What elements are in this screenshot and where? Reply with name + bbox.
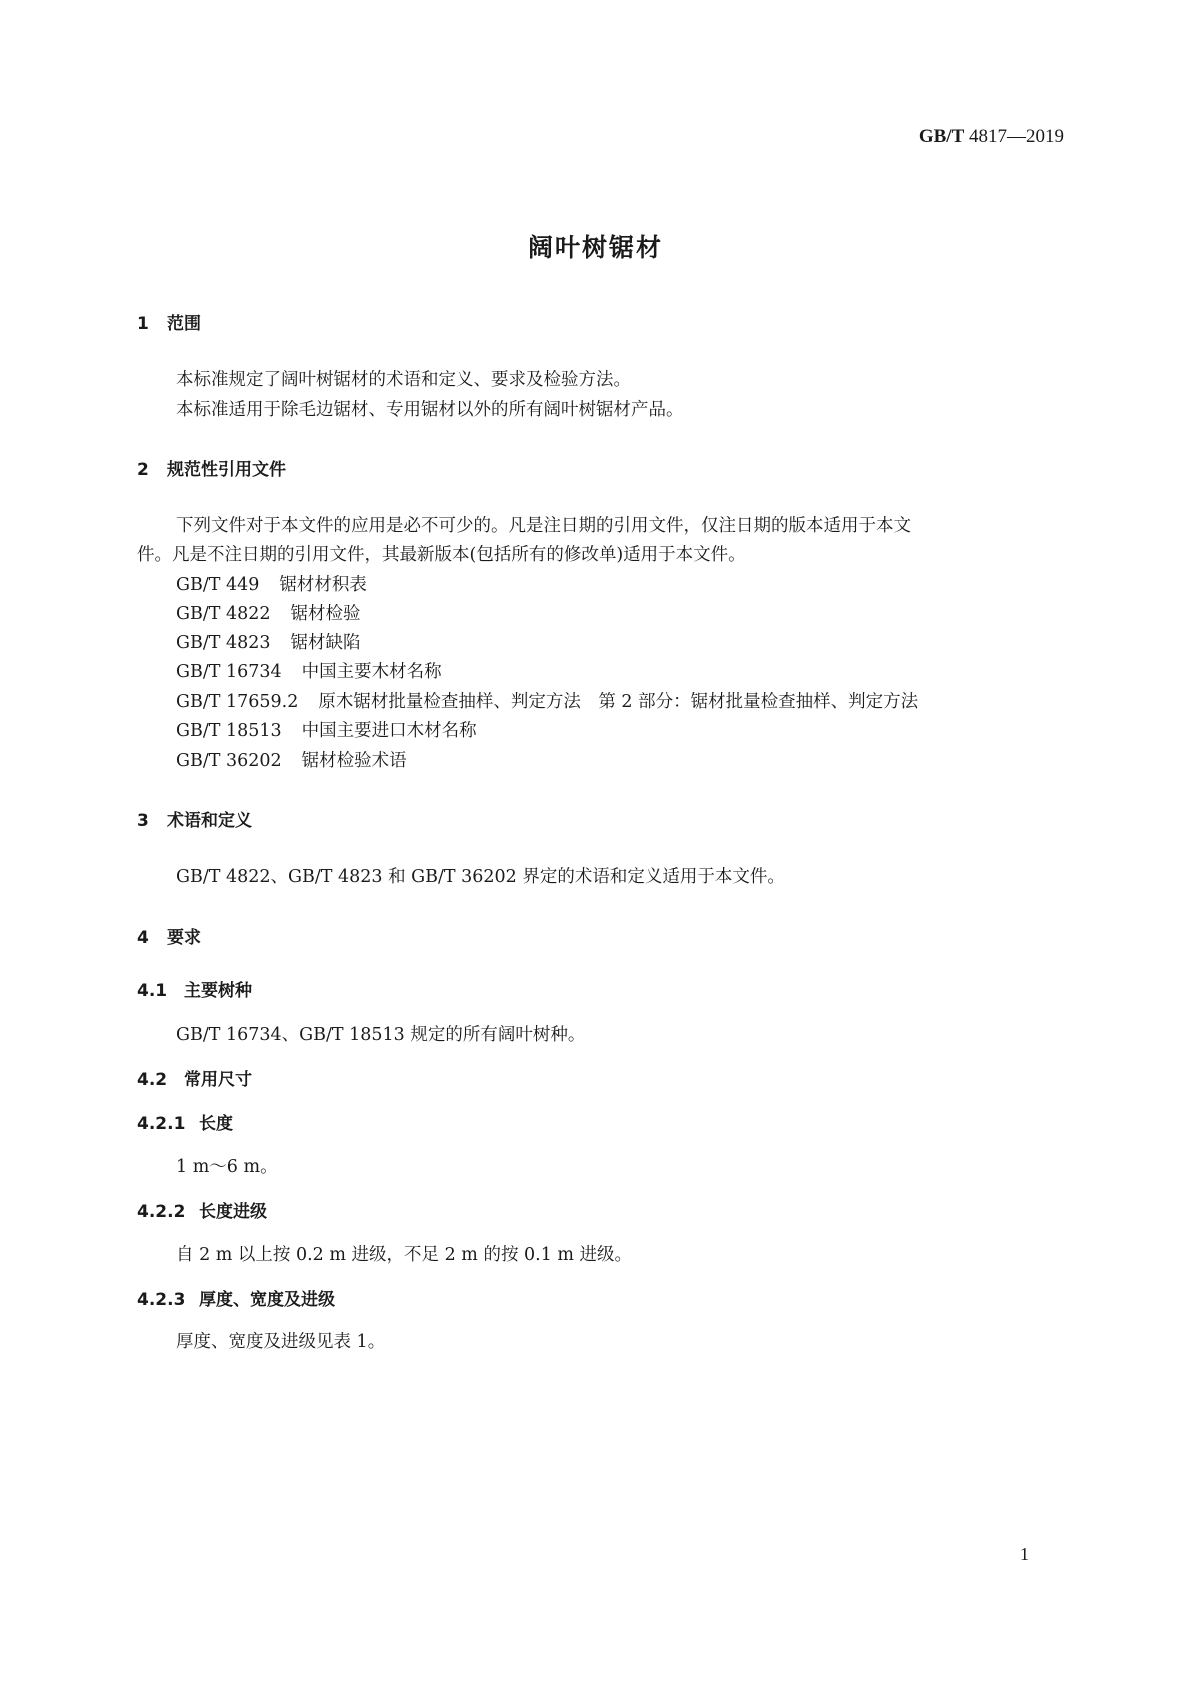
standard-code [919,126,1064,148]
section-title: 长度进级 [199,1202,267,1222]
section-number: 2 [137,460,149,480]
reference-code: GB/T 18513 [176,721,282,741]
reference-code: GB/T 4822 [176,604,271,624]
section-number: 3 [137,811,149,831]
reference-code: GB/T 36202 [176,751,282,771]
paragraph: 本标准规定了阔叶树锯材的术语和定义、要求及检验方法。 [176,370,631,390]
paragraph: 件。凡是不注日期的引用文件，其最新版本(包括所有的修改单)适用于本文件。 [137,545,746,565]
reference-code: GB/T 4823 [176,633,271,653]
reference-item [176,600,361,625]
section-number: 4.2.1 [137,1114,186,1134]
reference-code: GB/T 449 [176,575,260,595]
section-number: 4.2.2 [137,1202,186,1222]
reference-name: 锯材缺陷 [290,633,361,653]
section-3-heading [137,806,252,831]
section-2-heading [137,455,286,480]
document-title: 阔叶树锯材 [527,233,663,262]
reference-item [176,747,407,772]
section-4-2-3-heading [137,1285,335,1310]
section-4-1-heading [137,976,252,1001]
section-4-2-heading [137,1065,252,1090]
paragraph: 本标准适用于除毛边锯材、专用锯材以外的所有阔叶树锯材产品。 [176,400,684,420]
standard-number: 4817—2019 [969,126,1064,147]
section-4-2-2-heading [137,1197,267,1222]
paragraph: 厚度、宽度及进级见表 1。 [176,1332,386,1352]
reference-item [176,658,442,683]
section-1-heading [137,309,201,334]
section-number: 1 [137,314,149,334]
section-title: 要求 [167,928,201,948]
section-number: 4 [137,928,149,948]
section-title: 范围 [167,314,201,334]
reference-name: 锯材检验术语 [301,751,407,771]
section-title: 长度 [199,1114,233,1134]
reference-name: 中国主要进口木材名称 [301,721,477,741]
reference-name: 中国主要木材名称 [301,662,442,682]
paragraph: 自 2 m 以上按 0.2 m 进级，不足 2 m 的按 0.1 m 进级。 [176,1245,633,1265]
paragraph: 下列文件对于本文件的应用是必不可少的。凡是注日期的引用文件，仅注日期的版本适用于本文 [176,516,911,536]
reference-code: GB/T 17659.2 [176,692,299,712]
reference-item [176,688,918,713]
paragraph: GB/T 4822、GB/T 4823 和 GB/T 36202 界定的术语和定义适用于本文件。 [176,867,785,887]
reference-name: 锯材材积表 [279,575,367,595]
reference-item [176,571,367,596]
reference-item [176,717,477,742]
section-title: 主要树种 [184,981,252,1001]
reference-name: 原木锯材批量检查抽样、判定方法 第 2 部分：锯材批量检查抽样、判定方法 [318,692,919,712]
section-4-heading [137,923,201,948]
section-title: 术语和定义 [167,811,252,831]
page-number: 1 [1020,1544,1029,1564]
section-number: 4.1 [137,981,168,1001]
section-number: 4.2 [137,1070,168,1090]
section-title: 规范性引用文件 [167,460,286,480]
section-title: 常用尺寸 [184,1070,252,1090]
reference-name: 锯材检验 [290,604,361,624]
standard-prefix: GB/T [918,126,965,147]
reference-code: GB/T 16734 [176,662,282,682]
section-title: 厚度、宽度及进级 [199,1290,335,1310]
section-4-2-1-heading [137,1109,233,1134]
section-number: 4.2.3 [137,1290,186,1310]
paragraph: GB/T 16734、GB/T 18513 规定的所有阔叶树种。 [176,1025,586,1045]
paragraph: 1 m～6 m。 [176,1157,278,1177]
reference-item [176,629,361,654]
